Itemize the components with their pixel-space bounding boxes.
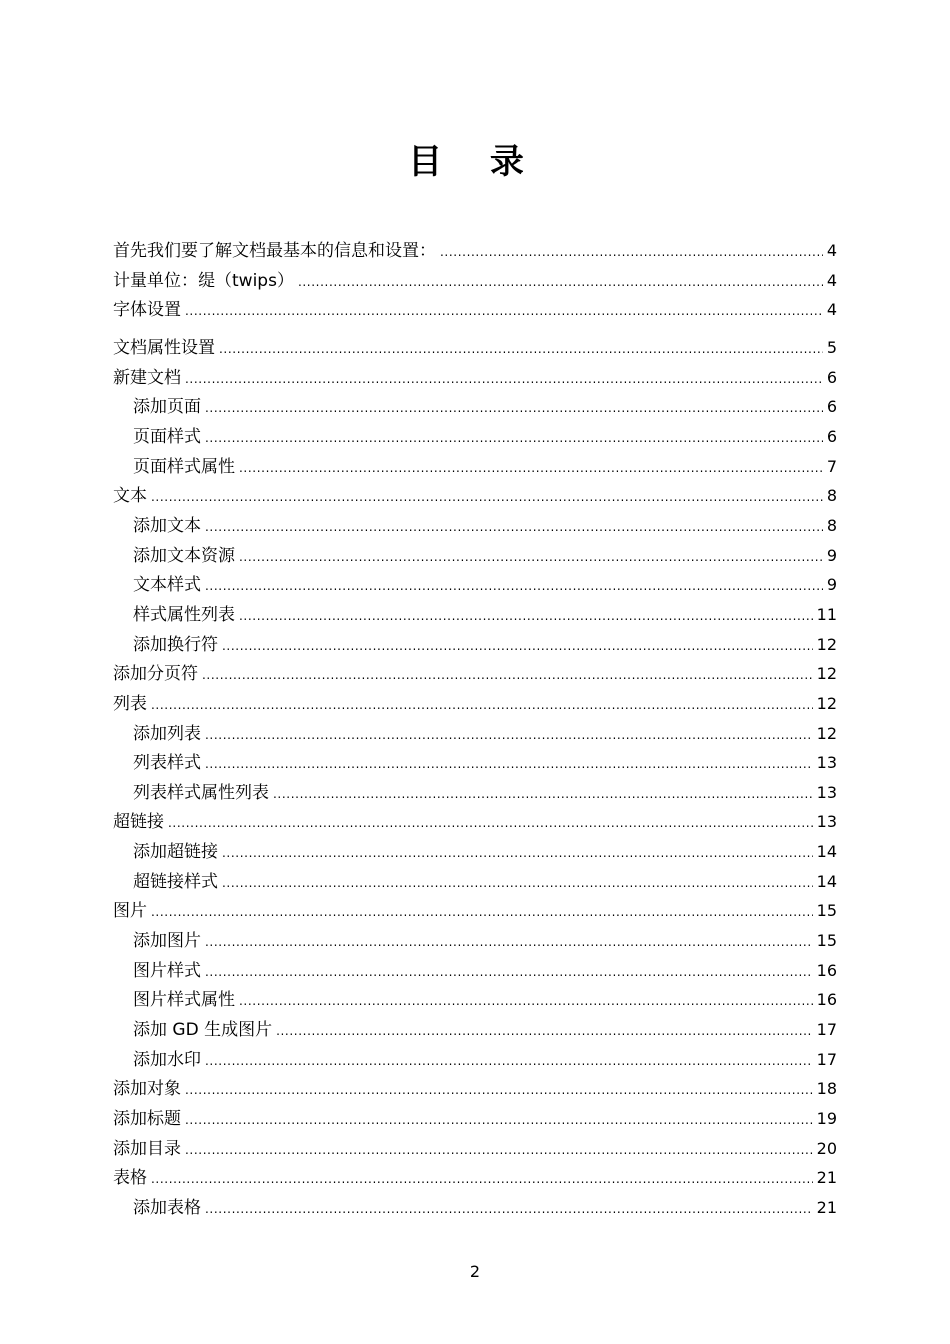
toc-leader-dots	[205, 512, 823, 543]
toc-entry-page: 12	[816, 723, 837, 743]
toc-leader-dots	[205, 1046, 813, 1077]
toc-entry-label: 添加列表	[133, 723, 201, 744]
toc-entry-label: 新建文档	[113, 367, 181, 388]
toc-entry[interactable]	[113, 748, 837, 778]
toc-entry-page: 4	[826, 300, 837, 320]
table-of-contents	[113, 236, 837, 1223]
toc-entry-label: 添加文本	[133, 515, 201, 536]
toc-leader-dots	[205, 423, 823, 454]
toc-entry-label: 列表样式	[133, 753, 201, 774]
toc-title: 目 录	[408, 142, 542, 182]
toc-leader-dots	[151, 897, 813, 928]
toc-entry-page: 12	[816, 693, 837, 713]
toc-entry[interactable]	[113, 422, 837, 452]
toc-entry[interactable]	[113, 985, 837, 1015]
toc-leader-dots	[222, 838, 813, 869]
toc-entry-page: 8	[826, 486, 837, 506]
toc-entry-label: 添加目录	[113, 1138, 181, 1159]
toc-leader-dots	[185, 1135, 813, 1166]
toc-entry-page: 13	[816, 812, 837, 832]
toc-entry-label: 页面样式	[133, 426, 201, 447]
toc-entry[interactable]	[113, 867, 837, 897]
toc-leader-dots	[151, 482, 823, 513]
toc-entry-label: 添加表格	[133, 1198, 201, 1218]
toc-entry-page: 13	[816, 753, 837, 773]
toc-entry[interactable]	[113, 1074, 837, 1104]
toc-entry-label: 添加换行符	[133, 634, 218, 655]
toc-entry-label: 列表	[113, 693, 147, 714]
toc-leader-dots	[151, 690, 813, 721]
toc-leader-dots	[239, 453, 823, 484]
toc-entry-label: 超链接	[113, 812, 164, 833]
toc-entry[interactable]	[113, 236, 837, 266]
toc-entry[interactable]	[113, 511, 837, 541]
toc-entry-page: 16	[816, 990, 837, 1010]
toc-entry[interactable]	[113, 600, 837, 630]
toc-leader-dots	[185, 364, 823, 395]
toc-leader-dots	[222, 868, 813, 899]
toc-entry[interactable]	[113, 956, 837, 986]
toc-entry-label: 添加水印	[133, 1049, 201, 1070]
toc-entry-label: 页面样式属性	[133, 456, 235, 477]
toc-entry-page: 17	[816, 1049, 837, 1069]
toc-entry[interactable]	[113, 630, 837, 660]
toc-entry-label: 样式属性列表	[133, 604, 235, 625]
toc-entry[interactable]	[113, 392, 837, 422]
toc-leader-dots	[239, 601, 813, 632]
toc-entry-page: 5	[826, 337, 837, 357]
toc-leader-dots	[185, 1105, 813, 1136]
toc-leader-dots	[185, 1075, 813, 1106]
toc-entry-page: 14	[816, 842, 837, 862]
toc-entry[interactable]	[113, 541, 837, 571]
toc-entry-page: 9	[826, 545, 837, 565]
toc-entry-label: 首先我们要了解文档最基本的信息和设置：	[113, 241, 436, 261]
toc-leader-dots	[185, 296, 823, 327]
toc-entry-page: 14	[816, 871, 837, 891]
toc-entry-label: 计量单位：缇（twips）	[113, 270, 294, 291]
toc-entry-label: 添加分页符	[113, 664, 198, 685]
toc-leader-dots	[205, 571, 823, 602]
toc-entry-page: 12	[816, 634, 837, 654]
toc-entry-label: 添加文本资源	[133, 545, 235, 566]
toc-entry-label: 图片	[113, 901, 147, 922]
toc-entry-label: 添加标题	[113, 1109, 181, 1130]
toc-leader-dots	[276, 1016, 813, 1047]
toc-entry-page: 4	[826, 241, 837, 260]
toc-entry[interactable]	[113, 689, 837, 719]
toc-entry-label: 添加超链接	[133, 842, 218, 863]
toc-entry[interactable]	[113, 1104, 837, 1134]
toc-entry-page: 17	[816, 1020, 837, 1040]
toc-entry[interactable]	[113, 1163, 837, 1193]
toc-entry[interactable]	[113, 719, 837, 749]
toc-leader-dots	[239, 542, 823, 573]
toc-entry[interactable]	[113, 1193, 837, 1223]
toc-entry-label: 文档属性设置	[113, 337, 215, 358]
toc-leader-dots	[202, 660, 813, 691]
toc-entry-page: 16	[816, 960, 837, 980]
toc-entry-page: 21	[816, 1168, 837, 1188]
toc-entry-label: 字体设置	[113, 300, 181, 321]
toc-entry-label: 添加页面	[133, 397, 201, 418]
toc-leader-dots	[205, 393, 823, 424]
toc-entry[interactable]	[113, 481, 837, 511]
toc-entry[interactable]	[113, 333, 837, 363]
toc-entry[interactable]	[113, 1045, 837, 1075]
toc-entry-page: 6	[826, 426, 837, 446]
toc-entry-label: 表格	[113, 1168, 147, 1189]
toc-entry-page: 11	[816, 604, 837, 624]
toc-entry-page: 12	[816, 664, 837, 684]
toc-entry[interactable]	[113, 1015, 837, 1045]
toc-entry-label: 添加 GD 生成图片	[133, 1020, 273, 1041]
toc-entry-page: 13	[816, 782, 837, 802]
toc-entry-page: 9	[826, 575, 837, 595]
toc-entry-page: 18	[816, 1079, 837, 1099]
toc-entry[interactable]	[113, 896, 837, 926]
toc-leader-dots	[219, 334, 823, 365]
toc-entry-page: 4	[826, 270, 837, 290]
toc-entry-page: 6	[826, 367, 837, 387]
toc-entry[interactable]	[113, 778, 837, 808]
toc-entry[interactable]	[113, 452, 837, 482]
toc-leader-dots	[205, 927, 813, 958]
toc-entry-page: 21	[816, 1198, 837, 1217]
toc-entry[interactable]	[113, 570, 837, 600]
toc-entry-page: 15	[816, 931, 837, 951]
toc-entry[interactable]	[113, 926, 837, 956]
toc-leader-dots	[239, 986, 813, 1017]
toc-entry-label: 文本样式	[133, 575, 201, 596]
toc-leader-dots	[273, 779, 813, 810]
toc-entry-label: 列表样式属性列表	[133, 782, 269, 803]
toc-entry[interactable]	[113, 807, 837, 837]
page-number: 2	[469, 1262, 481, 1281]
toc-entry-page: 15	[816, 901, 837, 921]
toc-leader-dots	[168, 808, 813, 839]
toc-entry-page: 6	[826, 397, 837, 417]
toc-entry-label: 添加对象	[113, 1079, 181, 1100]
toc-entry-page: 20	[816, 1138, 837, 1158]
toc-entry-page: 8	[826, 515, 837, 535]
toc-leader-dots	[205, 1194, 813, 1225]
toc-entry-label: 图片样式属性	[133, 990, 235, 1011]
toc-entry-label: 添加图片	[133, 931, 201, 952]
toc-entry-label: 图片样式	[133, 960, 201, 981]
toc-leader-dots	[222, 631, 813, 662]
toc-entry[interactable]	[113, 266, 837, 296]
toc-entry-label: 超链接样式	[133, 871, 218, 892]
toc-entry[interactable]	[113, 295, 837, 325]
toc-entry-label: 文本	[113, 486, 147, 507]
toc-leader-dots	[151, 1164, 813, 1195]
toc-entry-page: 19	[816, 1109, 837, 1129]
toc-leader-dots	[298, 267, 823, 298]
toc-entry[interactable]	[113, 1134, 837, 1164]
toc-entry[interactable]	[113, 363, 837, 393]
toc-leader-dots	[440, 237, 823, 268]
toc-leader-dots	[205, 720, 813, 751]
toc-entry-page: 7	[826, 456, 837, 476]
toc-leader-dots	[205, 957, 813, 988]
toc-leader-dots	[205, 749, 813, 780]
toc-entry[interactable]	[113, 837, 837, 867]
toc-entry[interactable]	[113, 659, 837, 689]
